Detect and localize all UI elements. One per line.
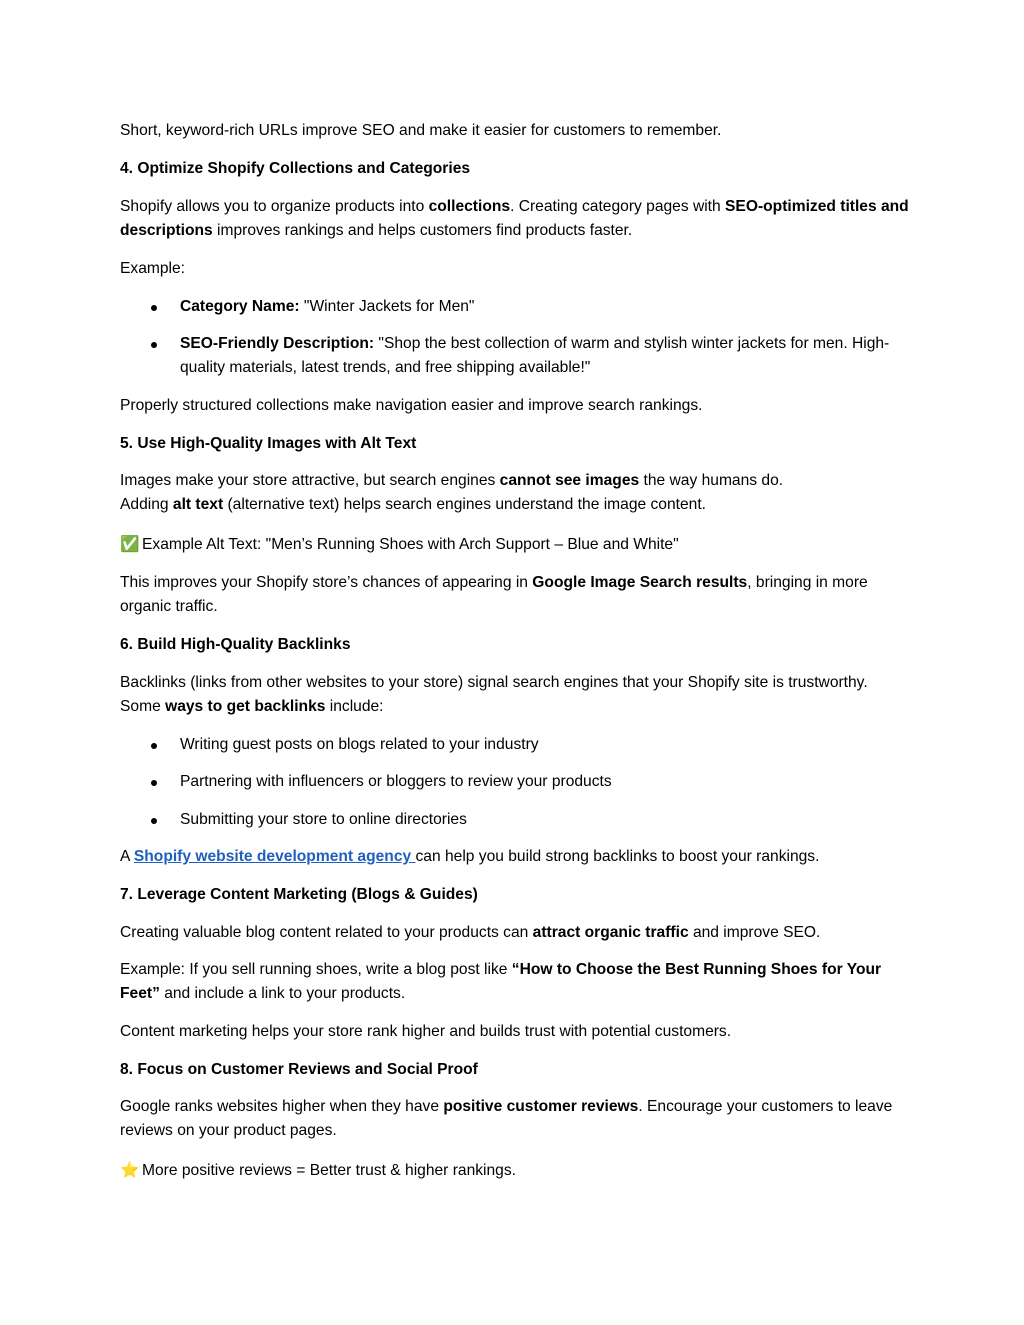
text: A — [120, 848, 134, 865]
text: Backlinks (links from other websites to your store) signal search engines that your Shopify site is trustworthy. Some — [120, 674, 868, 715]
heading-backlinks: 6. Build High-Quality Backlinks — [120, 636, 351, 653]
bold-text: Google Image Search results — [532, 574, 748, 591]
bold-text: SEO-Friendly Description: — [180, 335, 375, 352]
heading-content-marketing: 7. Leverage Content Marketing (Blogs & Guides) — [120, 886, 478, 903]
bullet-icon — [151, 818, 157, 824]
text: (alternative text) helps search engines understand the image content. — [223, 496, 706, 513]
agency-link[interactable]: Shopify website development agency — [133, 848, 416, 865]
star-icon: ⭐ — [120, 1162, 140, 1179]
bold-text: ways to get backlinks — [165, 698, 326, 715]
bold-text: alt text — [172, 496, 224, 513]
text: More positive reviews = Better trust & higher rankings. — [142, 1162, 516, 1179]
heading-alt-text: 5. Use High-Quality Images with Alt Text — [120, 435, 417, 452]
heading-optimize-collections: 4. Optimize Shopify Collections and Categories — [120, 160, 471, 177]
text: Creating valuable blog content related to your products can — [120, 924, 533, 941]
list-item-text: Writing guest posts on blogs related to your industry — [180, 736, 539, 753]
text: "Winter Jackets for Men" — [299, 298, 475, 315]
paragraph-collections — [120, 195, 910, 243]
paragraph-example-blog — [120, 958, 910, 1006]
bold-text: collections — [428, 198, 511, 215]
text: the way humans do. — [639, 472, 784, 489]
paragraph-content-rank: Content marketing helps your store rank higher and builds trust with potential customers. — [120, 1023, 732, 1040]
text: . Creating category pages with — [510, 198, 726, 215]
bullet-icon — [151, 305, 157, 311]
text: Shopify allows you to organize products into — [120, 198, 429, 215]
example-label: Example: — [120, 260, 186, 277]
paragraph-example-alt — [120, 533, 910, 557]
paragraph-image-search — [120, 571, 910, 619]
text: Adding — [120, 496, 173, 513]
text: This improves your Shopify store’s chances of appearing in — [120, 574, 533, 591]
text: and improve SEO. — [688, 924, 821, 941]
text: "Shop the best collection of warm and stylish winter jackets for men. High-quality materials, latest trends, and free shipping available!" — [180, 335, 890, 376]
bold-text: cannot see images — [499, 472, 640, 489]
paragraph-blog-content — [120, 921, 910, 945]
paragraph-agency — [120, 845, 910, 869]
paragraph-short-urls: Short, keyword-rich URLs improve SEO and make it easier for customers to remember. — [120, 122, 722, 139]
text: improves rankings and helps customers find products faster. — [212, 222, 633, 239]
bold-text: “How to Choose the Best Running Shoes for Your Feet” — [120, 961, 882, 1002]
bold-text: attract organic traffic — [532, 924, 689, 941]
text: Example Alt Text: "Men’s Running Shoes with Arch Support – Blue and White" — [142, 536, 679, 553]
bold-text: SEO-optimized titles and descriptions — [120, 198, 909, 239]
paragraph-more-reviews — [120, 1159, 910, 1183]
bullet-icon — [151, 780, 157, 786]
checkmark-icon: ✅ — [120, 536, 140, 553]
heading-reviews: 8. Focus on Customer Reviews and Social Proof — [120, 1061, 478, 1078]
paragraph-backlinks — [120, 671, 910, 719]
text: , bringing in more organic traffic. — [120, 574, 868, 615]
paragraph-structured-collections: Properly structured collections make navigation easier and improve search rankings. — [120, 397, 703, 414]
list-item-text: Submitting your store to online directories — [180, 811, 467, 828]
bold-text: positive customer reviews — [443, 1098, 639, 1115]
list-item-text: Partnering with influencers or bloggers to review your products — [180, 773, 612, 790]
text: include: — [325, 698, 384, 715]
text: and include a link to your products. — [159, 985, 406, 1002]
bold-text: Category Name: — [180, 298, 300, 315]
text: Images make your store attractive, but search engines — [120, 472, 500, 489]
text: Example: If you sell running shoes, write a blog post like — [120, 961, 512, 978]
text: can help you build strong backlinks to boost your rankings. — [415, 848, 820, 865]
bullet-icon — [151, 342, 157, 348]
paragraph-images — [120, 469, 910, 517]
bullet-icon — [151, 743, 157, 749]
text: Google ranks websites higher when they have — [120, 1098, 444, 1115]
paragraph-reviews — [120, 1095, 910, 1143]
text: . Encourage your customers to leave reviews on your product pages. — [120, 1098, 893, 1139]
